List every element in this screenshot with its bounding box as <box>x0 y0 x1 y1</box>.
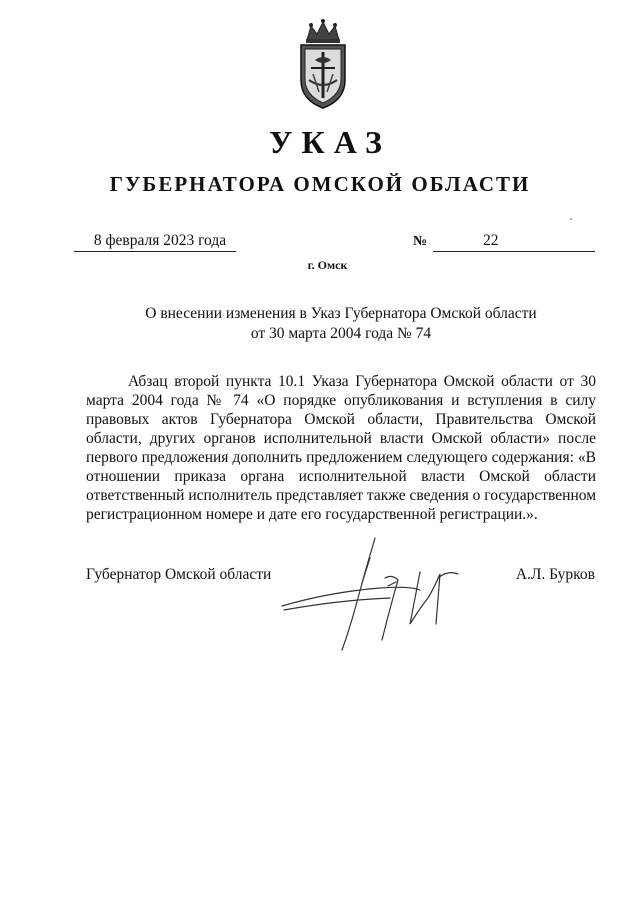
number-sign: № <box>413 234 428 249</box>
body-paragraph: Абзац второй пункта 10.1 Указа Губернатора Омской области от 30 марта 2004 года № 74 «О порядке опубликования и вступления в силу правовых актов Губернатора Омской области, Правительства Омской области, других органов исполнительной власти Омской области» после первого предложения дополнить предложением следующего содержания: «В отношении приказа органа исполнительной власти Омской области ответственный исполнитель представляет также сведения о государственном регистрационном номере и дате его государственной регистрации.». <box>86 373 596 523</box>
document-city: г. Омск <box>307 258 348 272</box>
document-title: УКАЗ <box>269 124 391 160</box>
subject-line-1: О внесении изменения в Указ Губернатора Омской области <box>145 305 537 322</box>
signatory-position: Губернатор Омской области <box>86 566 272 583</box>
coat-of-arms-icon <box>293 18 353 110</box>
document-subtitle: ГУБЕРНАТОРА ОМСКОЙ ОБЛАСТИ <box>109 172 531 196</box>
document-date: 8 февраля 2023 года <box>74 231 236 252</box>
handwritten-signature <box>270 528 490 658</box>
subject-line-2: от 30 марта 2004 года № 74 <box>250 325 432 342</box>
scan-speck <box>570 218 572 220</box>
document-subject <box>0 304 640 344</box>
document-body <box>86 372 596 524</box>
document-number: 22 <box>433 231 595 252</box>
signatory-name: А.Л. Бурков <box>515 566 595 583</box>
